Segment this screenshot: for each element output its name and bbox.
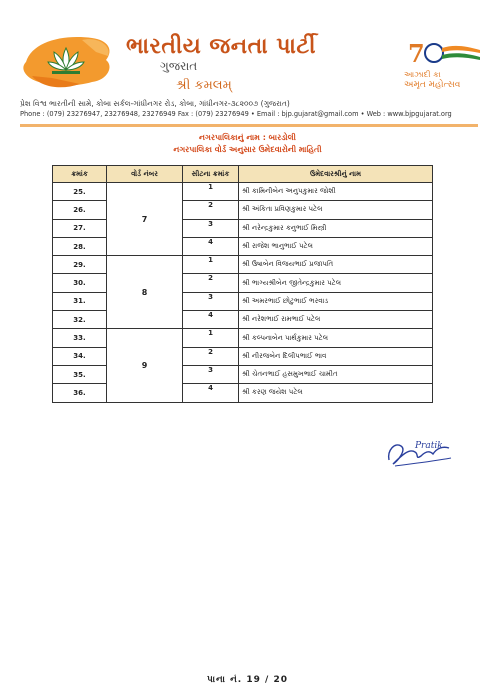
svg-text:7: 7 (408, 39, 425, 68)
col-header-name: ઉમેદવારશ્રીનું નામ (239, 166, 433, 183)
amrit-text-2: અમૃત મહોત્સવ (404, 80, 461, 90)
seat-cell: 3 (183, 365, 239, 383)
candidate-name-cell: શ્રી કરણ જયેશ પટેલ (239, 384, 433, 402)
candidate-list-title: નગરપાલિકા વોર્ડ અનુસાર ઉમેદવારોની માહિતી (173, 145, 322, 154)
signature-text: Pratik (415, 441, 443, 451)
candidate-name-cell: શ્રી ઉષાબેન વિજયભાઈ પ્રજાપતિ (239, 256, 433, 274)
col-header-ward: વોર્ડ નંબર (107, 166, 183, 183)
serial-cell: 26. (53, 201, 107, 219)
candidate-name-cell: શ્રી ચેતનભાઈ હસમુખભાઈ ચામીત (239, 365, 433, 383)
table-header-row (53, 166, 433, 183)
candidate-name-cell: શ્રી અમરભાઈ છોટુભાઈ ભરવાડ (239, 292, 433, 310)
col-header-seat: સીટના ક્રમાંક (183, 166, 239, 183)
serial-cell: 32. (53, 311, 107, 329)
contact-line: Phone : (079) 23276947, 23276948, 23276949 Fax : (079) 23276949 • Email : bjp.gujarat@gmail.com • Web : www.bjpgujarat.org (20, 110, 452, 118)
serial-cell: 28. (53, 237, 107, 255)
seat-cell: 3 (183, 219, 239, 237)
amrit-text-1: આઝાદી કા (404, 70, 441, 79)
seat-cell: 4 (183, 237, 239, 255)
ward-cell: 9 (107, 329, 183, 402)
party-slogan: શ્રી કમલમ્ (176, 78, 232, 93)
seat-cell: 1 (183, 183, 239, 201)
candidate-name-cell: શ્રી કલ્પનાબેન પાર્થકુમાર પટેલ (239, 329, 433, 347)
candidate-name-cell: શ્રી કામિનીબેન અનુપકુમાર જોશી (239, 183, 433, 201)
serial-cell: 34. (53, 347, 107, 365)
table-row (53, 183, 433, 201)
table-body (53, 183, 433, 403)
ward-cell: 8 (107, 256, 183, 329)
seat-cell: 1 (183, 256, 239, 274)
candidate-name-cell: શ્રી રાજેશ ભાનુભાઈ પટેલ (239, 237, 433, 255)
bjp-lotus-logo (22, 32, 114, 90)
signature (385, 434, 455, 470)
table-row (53, 329, 433, 347)
serial-cell: 33. (53, 329, 107, 347)
office-address: પ્રેશ વિશ્વ ભારતીની સામે, કોબા સર્કલ-ગાંધીનગર રોડ, કોબા, ગાંધીનગર-૩૮૨૦૦૭ (ગુજરાત) (20, 99, 290, 108)
serial-cell: 27. (53, 219, 107, 237)
col-header-serial: ક્રમાંક (53, 166, 107, 183)
table-row (53, 256, 433, 274)
municipality-title: નગરપાલિકાનું નામ : બારડોલી (199, 133, 296, 142)
party-state: ગુજરાત (160, 59, 198, 73)
seat-cell: 2 (183, 347, 239, 365)
seventy-five-icon (404, 38, 484, 68)
serial-cell: 29. (53, 256, 107, 274)
serial-cell: 25. (53, 183, 107, 201)
candidate-name-cell: શ્રી નરેન્દ્રકુમાર કનુભાઈ મિસ્ત્રી (239, 219, 433, 237)
header-divider (20, 124, 478, 127)
amrit-mahotsav-logo (404, 38, 484, 90)
seat-cell: 4 (183, 311, 239, 329)
letterhead (0, 0, 495, 128)
seat-cell: 4 (183, 384, 239, 402)
candidate-name-cell: શ્રી નીરજબેન દિલીપભાઈ ભાવ (239, 347, 433, 365)
candidate-name-cell: શ્રી અંકિતા પ્રવિણકુમાર પટેલ (239, 201, 433, 219)
candidate-name-cell: શ્રી ભાગ્યશ્રીબેન જીતેન્દ્રકુમાર પટેલ (239, 274, 433, 292)
seat-cell: 3 (183, 292, 239, 310)
party-name: ભારતીય જનતા પાર્ટી (126, 33, 317, 59)
serial-cell: 31. (53, 292, 107, 310)
serial-cell: 35. (53, 365, 107, 383)
candidate-name-cell: શ્રી નરેશભાઈ રામભાઈ પટેલ (239, 311, 433, 329)
seat-cell: 2 (183, 201, 239, 219)
serial-cell: 36. (53, 384, 107, 402)
page-number: પાના નં. 19 / 20 (207, 675, 288, 685)
seat-cell: 1 (183, 329, 239, 347)
ward-cell: 7 (107, 183, 183, 256)
candidate-table (52, 165, 433, 403)
serial-cell: 30. (53, 274, 107, 292)
seat-cell: 2 (183, 274, 239, 292)
